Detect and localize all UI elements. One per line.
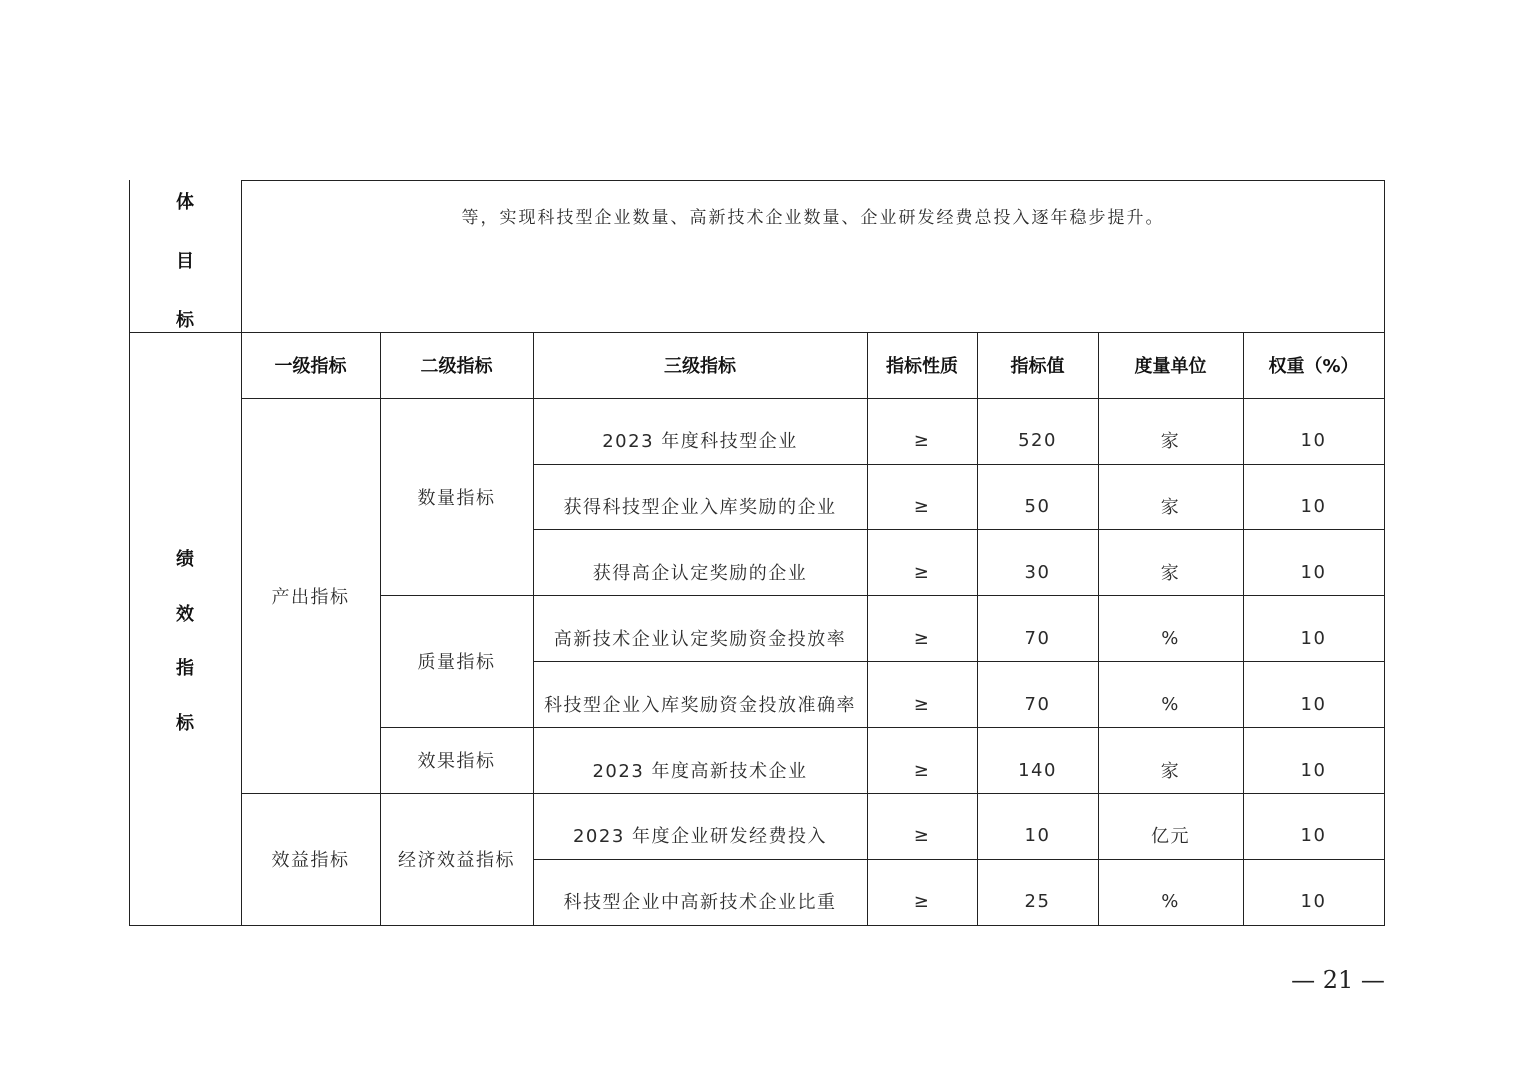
row-weight: 10 [1300,824,1327,846]
row-unit: 家 [1160,761,1181,782]
row-value: 25 [1024,890,1051,912]
row-indicator-name: 高新技术企业认定奖励资金投放率 [553,629,847,650]
row-weight: 10 [1300,759,1327,781]
goal-label-char: 目 [176,251,194,272]
header-level1: 一级指标 [274,356,347,377]
row-unit: % [1161,890,1180,912]
performance-label-char: 标 [176,712,194,734]
row-nature: ≥ [913,627,931,649]
row-value: 30 [1024,561,1051,583]
row-unit: 亿元 [1151,826,1190,847]
performance-label-char: 指 [176,658,194,680]
level2-effect: 效果指标 [417,751,496,772]
row-nature: ≥ [913,759,931,781]
level2-quality: 质量指标 [417,652,496,673]
goal-label-char: 标 [176,310,194,331]
performance-label [129,545,241,735]
row-nature: ≥ [913,824,931,846]
row-nature: ≥ [913,890,931,912]
row-unit: % [1161,627,1180,649]
row-indicator-name: 2023 年度高新技术企业 [592,761,808,782]
row-indicator-name: 科技型企业中高新技术企业比重 [563,892,837,913]
level2-quantity: 数量指标 [417,487,496,509]
header-weight: 权重（%） [1268,356,1359,377]
row-unit: % [1161,693,1180,715]
performance-label-char: 效 [176,603,194,625]
row-unit: 家 [1160,497,1181,518]
row-value: 140 [1018,759,1057,781]
header-level3: 三级指标 [664,356,736,377]
row-weight: 10 [1300,561,1327,583]
row-value: 520 [1018,429,1057,451]
header-level2: 二级指标 [420,356,493,377]
row-weight: 10 [1300,627,1327,649]
level1-benefit: 效益指标 [271,850,350,871]
row-weight: 10 [1300,890,1327,912]
page-number: — 21 — [1291,966,1385,994]
level1-output: 产出指标 [271,586,350,608]
grid-line [1384,180,1385,926]
header-value: 指标值 [1010,356,1065,377]
row-indicator-name: 获得科技型企业入库奖励的企业 [563,497,837,518]
row-nature: ≥ [913,495,931,517]
row-indicator-name: 2023 年度企业研发经费投入 [572,826,828,847]
goal-label [129,188,241,332]
row-nature: ≥ [913,693,931,715]
row-indicator-name: 获得高企认定奖励的企业 [592,563,808,584]
grid-line [241,180,1385,181]
header-nature: 指标性质 [886,356,958,377]
row-indicator-name: 2023 年度科技型企业 [602,431,798,452]
row-weight: 10 [1300,429,1327,451]
row-weight: 10 [1300,693,1327,715]
row-unit: 家 [1160,431,1181,452]
row-value: 10 [1024,824,1051,846]
row-indicator-name: 科技型企业入库奖励资金投放准确率 [544,695,856,716]
row-nature: ≥ [913,429,931,451]
performance-label-char: 绩 [176,549,194,570]
goal-label-char: 体 [176,192,194,213]
goal-text: 等，实现科技型企业数量、高新技术企业数量、企业研发经费总投入逐年稳步提升。 [461,208,1165,228]
row-weight: 10 [1300,495,1327,517]
level2-economic: 经济效益指标 [398,850,515,871]
header-unit: 度量单位 [1134,356,1207,377]
row-value: 70 [1024,693,1051,715]
row-unit: 家 [1160,563,1181,584]
row-value: 50 [1024,495,1051,517]
row-nature: ≥ [913,561,931,583]
row-value: 70 [1024,627,1051,649]
